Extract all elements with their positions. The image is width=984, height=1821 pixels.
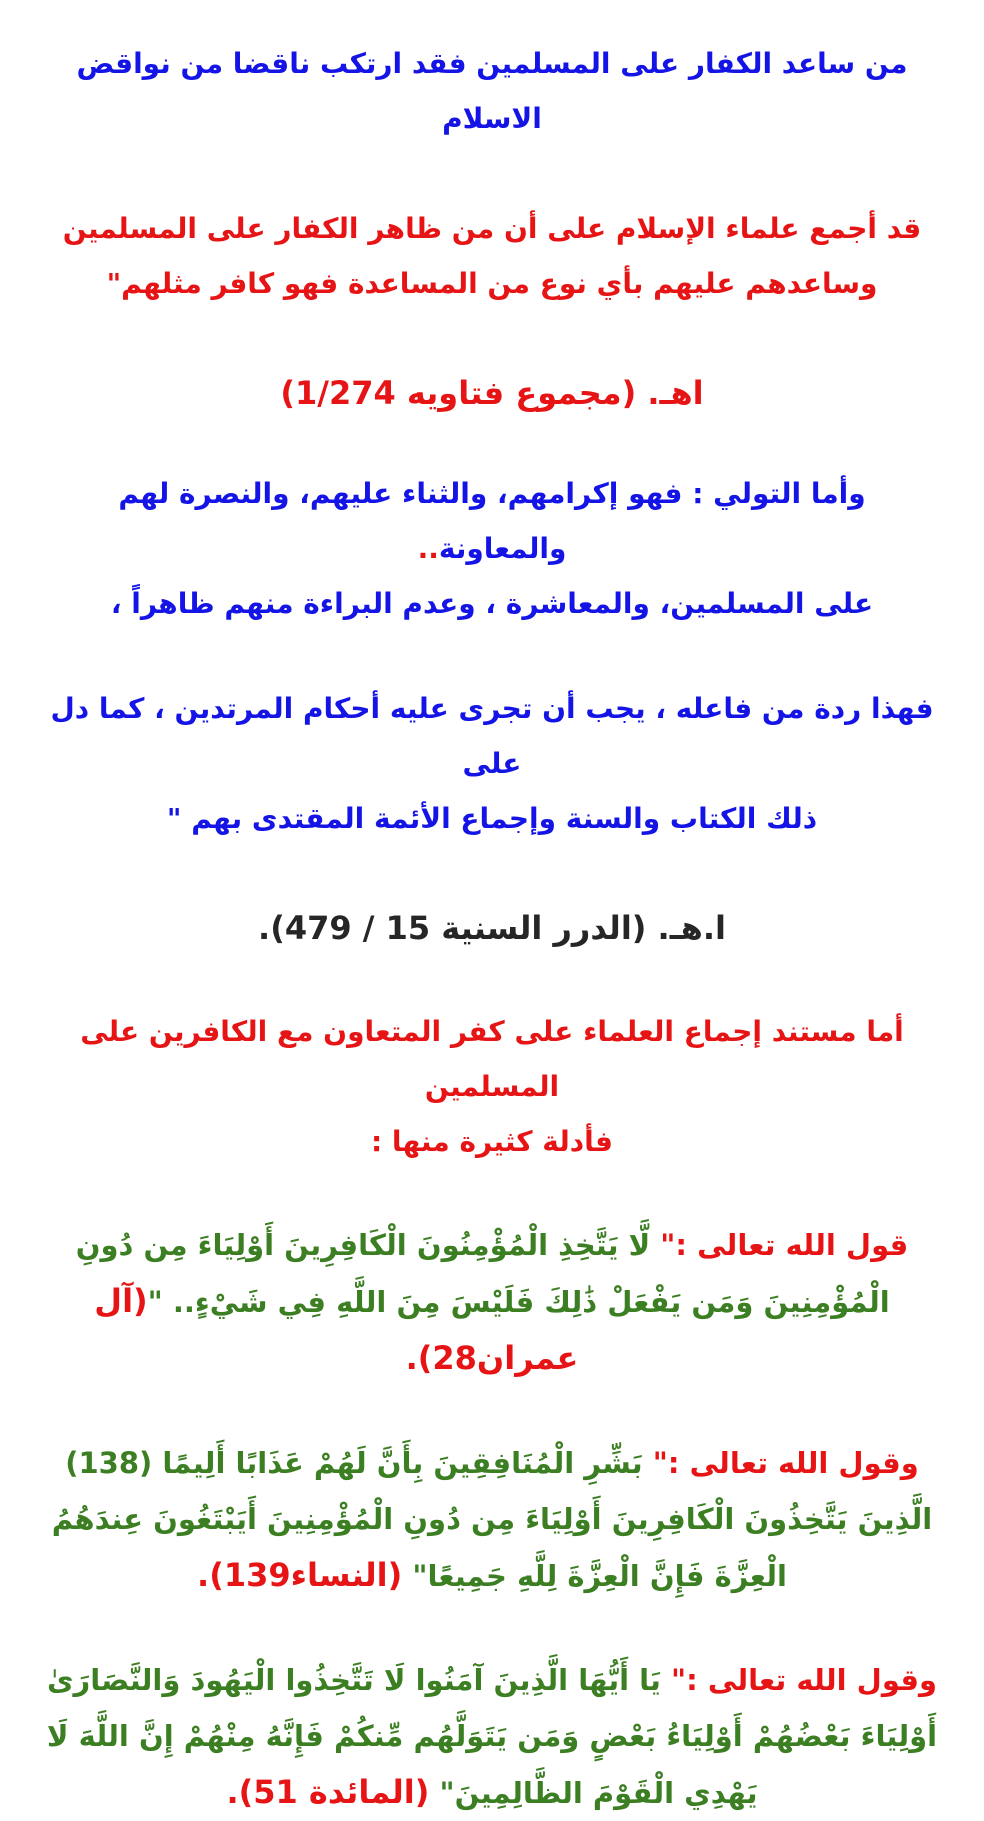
verse-intro: قول الله تعالى :" [660, 1228, 909, 1262]
tawalli-line-1-text: وأما التولي : فهو إكرامهم، والثناء عليهم، والنصرة لهم والمعاونة [118, 477, 866, 565]
ijma-statement [40, 201, 944, 311]
verse-text: يَا أَيُّهَا الَّذِينَ آمَنُوا لَا تَتَّخِذُوا الْيَهُودَ وَالنَّصَارَىٰ أَوْلِيَاءَ بَعْضُهُمْ أَوْلِيَاءُ بَعْضٍ وَمَن يَتَوَلَّهُم مِّنكُمْ فَإِنَّهُ مِنْهُمْ إِنَّ اللَّهَ لَا يَهْدِي الْقَوْمَ الظَّالِمِينَ" [46, 1663, 938, 1810]
evidence-line-2: فأدلة كثيرة منها : [370, 1125, 613, 1158]
ijma-line-2: وساعدهم عليهم بأي نوع من المساعدة فهو كافر مثلهم" [106, 267, 878, 300]
red-dots: .. [417, 532, 439, 565]
durar-citation-text: ا.هـ. (الدرر السنية 15 / 479). [258, 909, 726, 947]
verse-text: بَشِّرِ الْمُنَافِقِينَ بِأَنَّ لَهُمْ عَذَابًا أَلِيمًا (138) الَّذِينَ يَتَّخِذُونَ الْكَافِرِينَ أَوْلِيَاءَ مِن دُونِ الْمُؤْمِنِينَ أَيَبْتَغُونَ عِندَهُمُ الْعِزَّةَ فَإِنَّ الْعِزَّةَ لِلَّهِ جَمِيعًا" [51, 1446, 933, 1593]
heading-line: من ساعد الكفار على المسلمين فقد ارتكب ناقضا من نواقض الاسلام [76, 47, 908, 135]
evidence-line-1: أما مستند إجماع العلماء على كفر المتعاون مع الكافرين على المسلمين [80, 1015, 904, 1103]
ijma-line-1: قد أجمع علماء الإسلام على أن من ظاهر الكفار على المسلمين [62, 212, 922, 245]
verse-reference: (النساء139). [197, 1556, 403, 1594]
verse-al-maidah [40, 1652, 944, 1821]
tawalli-definition [40, 466, 944, 631]
tawalli-line-2: على المسلمين، والمعاشرة ، وعدم البراءة منهم ظاهراً ، [110, 587, 874, 620]
verse-reference: (المائدة 51). [226, 1773, 430, 1811]
verse-intro: وقول الله تعالى :" [652, 1446, 919, 1480]
durar-citation [40, 901, 944, 956]
fatawa-citation [40, 366, 944, 421]
verse-intro: وقول الله تعالى :" [671, 1663, 938, 1697]
ridda-ruling [40, 681, 944, 846]
ridda-line-2: ذلك الكتاب والسنة وإجماع الأئمة المقتدى بهم " [166, 802, 818, 835]
heading-statement [40, 36, 944, 146]
verse-al-imran [40, 1217, 944, 1387]
ridda-line-1: فهذا ردة من فاعله ، يجب أن تجرى عليه أحكام المرتدين ، كما دل على [50, 692, 934, 780]
fatawa-citation-text: اهـ. (مجموع فتاويه 1/274) [280, 374, 704, 412]
verse-reference: (آل عمران28). [94, 1282, 579, 1377]
verse-an-nisa [40, 1435, 944, 1604]
verse-text: لَّا يَتَّخِذِ الْمُؤْمِنُونَ الْكَافِرِينَ أَوْلِيَاءَ مِن دُونِ الْمُؤْمِنِينَ وَمَن يَفْعَلْ ذَٰلِكَ فَلَيْسَ مِنَ اللَّهِ فِي شَيْءٍ.. " [75, 1228, 890, 1319]
evidence-intro [40, 1004, 944, 1169]
tawalli-line-1 [40, 466, 944, 576]
